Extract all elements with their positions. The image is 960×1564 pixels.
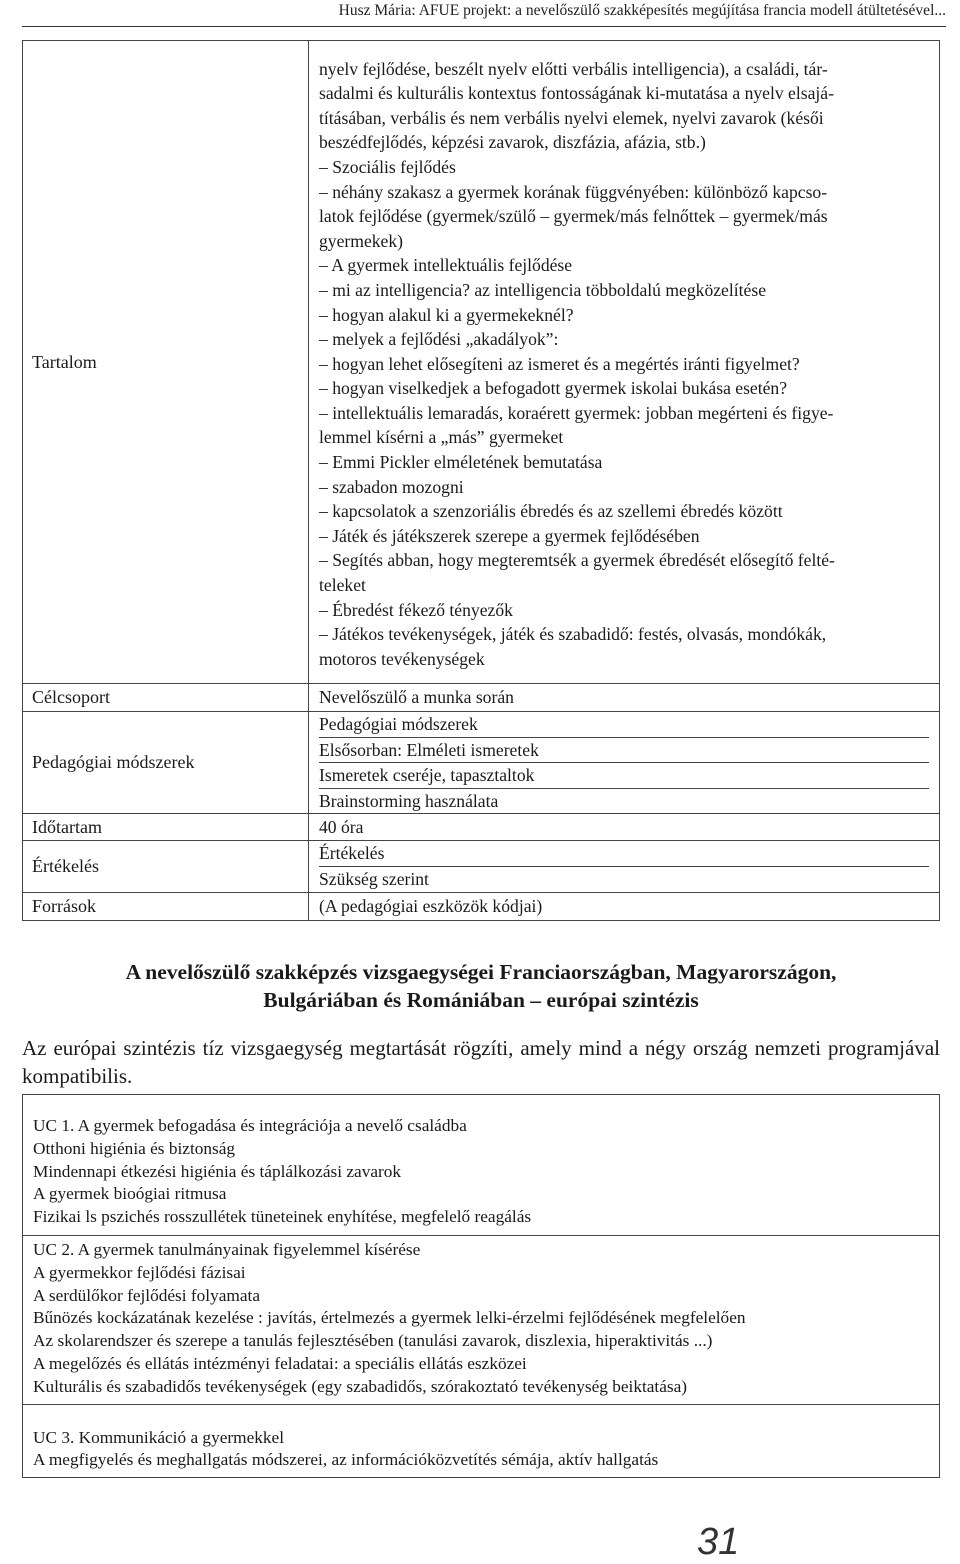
- content-line: – Játékos tevékenységek, játék és szabadidő: festés, olvasás, mondókák,: [319, 624, 827, 645]
- unit-line: UC 1. A gyermek befogadása és integrációja a nevelő családba: [33, 1116, 467, 1135]
- row-modszerek: [23, 712, 940, 814]
- content-line: – néhány szakasz a gyermek korának függvényében: különböző kapcso-: [319, 181, 828, 202]
- content-line: – mi az intelligencia? az intelligencia többoldalú megközelítése: [319, 279, 766, 300]
- content-line: – melyek a fejlődési „akadályok”:: [319, 329, 559, 350]
- running-header: Husz Mária: AFUE projekt: a nevelőszülő szakképesítés megújítása francia modell átültetésével...: [338, 2, 946, 19]
- intro-paragraph: Az európai szintézis tíz vizsgaegység megtartását rögzíti, amely mind a négy ország nemzeti programjával kompatibilis.: [22, 1036, 940, 1088]
- unit-line: A serdülőkor fejlődési folyamata: [33, 1285, 260, 1305]
- unit-line: UC 2. A gyermek tanulmányainak figyelemmel kísérése: [33, 1239, 421, 1259]
- unit-line: A megelőzés és ellátás intézményi feladatai: a speciális ellátás eszközei: [33, 1353, 527, 1373]
- content-line: latok fejlődése (gyermek/szülő – gyermek/más felnőttek – gyermek/más: [319, 206, 828, 227]
- label-ertekeles: Értékelés: [23, 841, 309, 892]
- unit-uc2: [23, 1235, 939, 1404]
- tartalom-content: [309, 41, 940, 684]
- unit-line: Mindennapi étkezési higiénia és táplálkozási zavarok: [33, 1161, 402, 1181]
- content-line: – Játék és játékszerek szerepe a gyermek fejlődésében: [319, 525, 700, 546]
- module-table: [22, 40, 940, 921]
- row-forrasok: [23, 892, 940, 920]
- content-line: – Emmi Pickler elméletének bemutatása: [319, 452, 603, 473]
- row-celcsoport: [23, 684, 940, 712]
- exam-units-box: [22, 1094, 940, 1478]
- content-line: – Ébredést fékező tényezők: [319, 599, 513, 620]
- content-line: – A gyermek intellektuális fejlődése: [319, 255, 573, 276]
- modszer-line: Brainstorming használata: [319, 790, 499, 811]
- ertekeles-line: Értékelés: [319, 843, 385, 864]
- content-line: – hogyan lehet elősegíteni az ismeret és a megértés iránti figyelmet?: [319, 353, 800, 374]
- content-line: gyermekek): [319, 230, 404, 251]
- content-line: beszédfejlődés, képzési zavarok, diszfázia, afázia, stb.): [319, 132, 706, 153]
- header-rule: [22, 26, 946, 27]
- content-line: – szabadon mozogni: [319, 476, 464, 497]
- content-line: – hogyan alakul ki a gyermekeknél?: [319, 304, 574, 325]
- modszer-line: Pedagógiai módszerek: [319, 714, 478, 734]
- ertekeles-line: Szükség szerint: [319, 868, 429, 889]
- section-title-line: A nevelőszülő szakképzés vizsgaegységei Franciaországban, Magyarországon,: [125, 960, 837, 984]
- modszer-line: Ismeretek cseréje, tapasztaltok: [319, 765, 535, 786]
- content-line: – intellektuális lemaradás, koraérett gyermek: jobban megérteni és figye-: [319, 402, 834, 423]
- row-idotartam: [23, 814, 940, 841]
- content-line: tításában, verbális és nem verbális nyelvi elemek, nyelvi zavarok (késői: [319, 107, 824, 128]
- unit-line: A gyermek bioógiai ritmusa: [33, 1184, 227, 1204]
- label-idotartam: Időtartam: [23, 814, 309, 841]
- content-line: motoros tevékenységek: [319, 648, 485, 669]
- page-number: 31: [697, 1521, 740, 1563]
- ertekeles-values: [309, 841, 940, 892]
- label-celcsoport: Célcsoport: [23, 684, 309, 712]
- label-modszerek: Pedagógiai módszerek: [23, 712, 309, 814]
- unit-line: A gyermekkor fejlődési fázisai: [33, 1262, 246, 1282]
- label-tartalom: Tartalom: [23, 41, 309, 684]
- celcsoport-value: Nevelőszülő a munka során: [309, 684, 940, 712]
- modszerek-values: [309, 712, 940, 814]
- content-line: nyelv fejlődése, beszélt nyelv előtti verbális intelligencia), a családi, tár-: [319, 58, 828, 79]
- unit-uc1: [23, 1095, 939, 1235]
- content-line: – Szociális fejlődés: [319, 156, 456, 177]
- modszer-line: Elsősorban: Elméleti ismeretek: [319, 739, 539, 760]
- section-title: [22, 958, 940, 1014]
- forrasok-value: (A pedagógiai eszközök kódjai): [309, 892, 940, 920]
- row-ertekeles: [23, 841, 940, 892]
- unit-line: A megfigyelés és meghallgatás módszerei, az információközvetítés sémája, aktív hallgatás: [33, 1450, 659, 1470]
- section-title-line: Bulgáriában és Romániában – európai szintézis: [263, 988, 699, 1012]
- content-line: teleket: [319, 575, 366, 596]
- idotartam-value: 40 óra: [309, 814, 940, 841]
- unit-line: Fizikai ls pszichés rosszullétek tüneteinek enyhítése, megfelelő reagálás: [33, 1207, 532, 1227]
- row-tartalom: [23, 41, 940, 684]
- unit-uc3: [23, 1404, 939, 1478]
- unit-line: Az skolarendszer és szerepe a tanulás fejlesztésében (tanulási zavarok, diszlexia, hiperaktivitás ...): [33, 1331, 713, 1351]
- unit-line: Bűnözés kockázatának kezelése : javítás, értelmezés a gyermek lelki-érzelmi fejlődésének megfelelően: [33, 1308, 746, 1328]
- content-line: – kapcsolatok a szenzoriális ébredés és az szellemi ébredés között: [319, 501, 783, 522]
- label-forrasok: Források: [23, 892, 309, 920]
- content-line: – hogyan viselkedjek a befogadott gyermek iskolai bukása esetén?: [319, 378, 788, 399]
- content-line: – Segítés abban, hogy megteremtsék a gyermek ébredését elősegítő felté-: [319, 550, 835, 571]
- content-line: sadalmi és kulturális kontextus fontosságának ki-mutatása a nyelv elsajá-: [319, 83, 834, 104]
- content-line: lemmel kísérni a „más” gyermeket: [319, 427, 564, 448]
- unit-line: UC 3. Kommunikáció a gyermekkel: [33, 1427, 285, 1447]
- unit-line: Kulturális és szabadidős tevékenységek (egy szabadidős, szórakoztató tevékenység beiktatása): [33, 1376, 688, 1396]
- unit-line: Otthoni higiénia és biztonság: [33, 1138, 236, 1158]
